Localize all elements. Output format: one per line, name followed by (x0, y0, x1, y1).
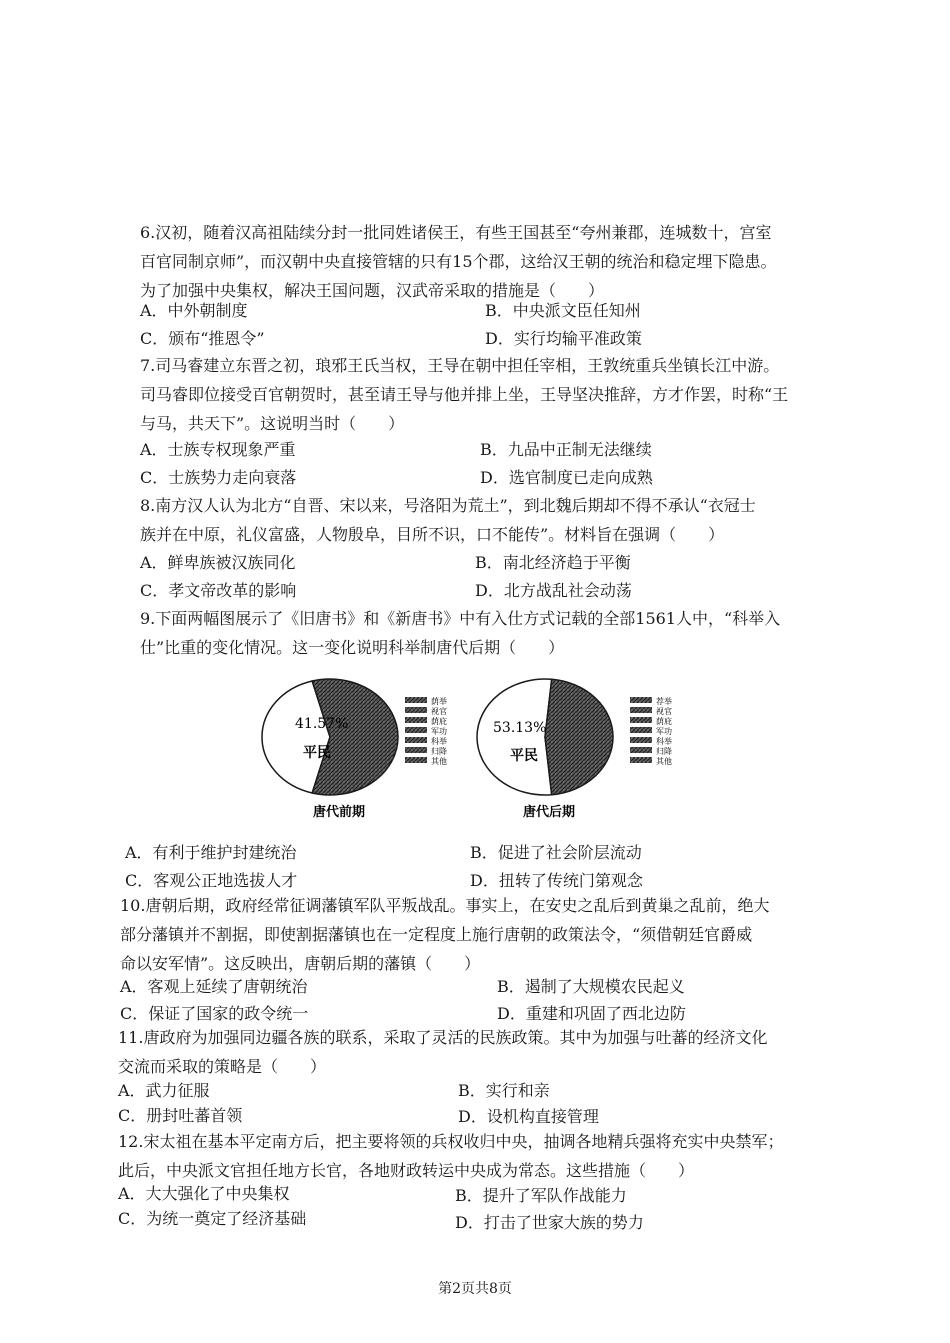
question-line: 交流而采取的策略是（ ） (118, 1057, 327, 1076)
legend-swatch (630, 737, 652, 743)
question-line: 部分藩镇并不割据，即使割据藩镇也在一定程度上施行唐朝的政策法令，“须借朝廷官爵威 (120, 925, 753, 944)
option-c[interactable]: C．客观公正地选拔人才 (125, 871, 298, 890)
question-line: 族并在中原，礼仪富盛，人物殷阜，目所不识，口不能传”。材料旨在强调（ ） (140, 525, 725, 544)
legend-label: 其他 (656, 757, 672, 766)
option-b[interactable]: B．实行和亲 (458, 1081, 550, 1100)
option-b[interactable]: B．提升了军队作战能力 (455, 1186, 627, 1205)
question-12 (118, 1127, 840, 1185)
question-line: 与马，共天下”。这说明当时（ ） (140, 414, 405, 433)
pie-slice-other (545, 679, 613, 794)
chart-title: 唐代前期 (313, 805, 366, 820)
legend-label: 军功 (656, 727, 672, 736)
option-a[interactable]: A．鲜卑族被汉族同化 (140, 553, 296, 572)
pie-charts (255, 665, 695, 830)
legend-swatch (630, 727, 652, 733)
option-d[interactable]: D．打击了世家大族的势力 (455, 1213, 644, 1232)
pie-value-label: 53.13% (493, 720, 547, 736)
pie-slice-commoner (477, 679, 552, 795)
legend-label: 视官 (656, 707, 672, 716)
legend-swatch (630, 757, 652, 763)
option-b[interactable]: B．遏制了大规模农民起义 (497, 977, 685, 996)
option-c[interactable]: C．保证了国家的政令统一 (120, 1004, 309, 1023)
option-c[interactable]: C．士族势力走向衰落 (140, 468, 297, 487)
legend-label: 荫举 (431, 697, 447, 706)
pie-center-label: 平民 (303, 745, 331, 761)
legend-label: 归降 (431, 747, 447, 756)
legend-swatch (630, 697, 652, 703)
pie-value-label: 41.57% (295, 716, 349, 732)
legend-label: 荐举 (656, 697, 672, 706)
question-7 (140, 351, 840, 438)
pie-charts-svg (255, 665, 695, 830)
legend-swatch (405, 757, 427, 763)
legend-swatch (630, 707, 652, 713)
legend-swatch (630, 747, 652, 753)
question-10 (120, 891, 840, 978)
legend-label: 其他 (431, 757, 447, 766)
pie-chart-late (477, 679, 672, 820)
option-c[interactable]: C．为统一奠定了经济基础 (118, 1209, 307, 1228)
pie-center-label: 平民 (510, 748, 538, 764)
option-d[interactable]: D．设机构直接管理 (458, 1107, 599, 1126)
legend-swatch (405, 747, 427, 753)
question-9 (140, 604, 840, 662)
legend-label: 视官 (431, 707, 447, 716)
option-d[interactable]: D．扭转了传统门第观念 (470, 871, 643, 890)
option-d[interactable]: D．北方战乱社会动荡 (475, 581, 632, 600)
pie-chart-early (262, 679, 447, 820)
legend (405, 696, 447, 766)
question-line: 此后，中央派文官担任地方长官，各地财政转运中央成为常态。这些措施（ ） (118, 1161, 695, 1180)
question-line: 百官同制京师”，而汉朝中央直接管辖的只有15个郡，这给汉王朝的统治和稳定埋下隐患。 (140, 252, 777, 271)
question-line: 司马睿即位接受百官朝贺时，甚至请王导与他并排上坐，王导坚决推辞，方才作罢，时称“王 (140, 385, 789, 404)
page-footer: 第2页共8页 (438, 1281, 512, 1297)
question-line: 为了加强中央集权，解决王国问题，汉武帝采取的措施是（ ） (140, 281, 605, 300)
legend-label: 荫庇 (656, 717, 672, 726)
option-c[interactable]: C．颁布“推恩令” (140, 329, 265, 348)
question-line: 命以安军情”。这反映出，唐朝后期的藩镇（ ） (120, 954, 481, 973)
option-a[interactable]: A．客观上延续了唐朝统治 (120, 977, 308, 996)
option-b[interactable]: B．九品中正制无法继续 (480, 440, 652, 459)
question-11 (118, 1023, 840, 1081)
question-line: 8.南方汉人认为北方“自晋、宋以来，号洛阳为荒土”，到北魏后期却不得不承认“衣冠士 (140, 496, 756, 515)
legend (630, 696, 672, 766)
option-c[interactable]: C．册封吐蕃首领 (118, 1106, 243, 1125)
legend-swatch (405, 697, 427, 703)
question-line: 9.下面两幅图展示了《旧唐书》和《新唐书》中有入仕方式记载的全部1561人中，“科举入 (140, 609, 781, 628)
option-a[interactable]: A．武力征服 (118, 1081, 210, 1100)
legend-label: 科举 (431, 737, 447, 746)
option-a[interactable]: A．有利于维护封建统治 (125, 843, 297, 862)
question-line: 11.唐政府为加强同边疆各族的联系，采取了灵活的民族政策。其中为加强与吐蕃的经济文化 (118, 1028, 768, 1047)
question-line: 10.唐朝后期，政府经常征调藩镇军队平叛战乱。事实上，在安史之乱后到黄巢之乱前，绝大 (120, 896, 770, 915)
chart-title: 唐代后期 (523, 805, 576, 820)
legend-swatch (405, 707, 427, 713)
question-8 (140, 491, 840, 549)
option-a[interactable]: A．士族专权现象严重 (140, 440, 296, 459)
option-d[interactable]: D．重建和巩固了西北边防 (497, 1004, 686, 1023)
option-b[interactable]: B．南北经济趋于平衡 (475, 553, 631, 572)
option-b[interactable]: B．促进了社会阶层流动 (470, 843, 642, 862)
legend-swatch (405, 737, 427, 743)
question-line: 7.司马睿建立东晋之初，琅邪王氏当权，王导在朝中担任宰相，王敦统重兵坐镇长江中游。 (140, 356, 780, 375)
option-b[interactable]: B．中央派文臣任知州 (485, 301, 641, 320)
legend-label: 科举 (656, 737, 672, 746)
option-d[interactable]: D．实行均输平准政策 (485, 329, 642, 348)
legend-swatch (405, 727, 427, 733)
option-d[interactable]: D．选官制度已走向成熟 (480, 468, 653, 487)
question-line: 6.汉初，随着汉高祖陆续分封一批同姓诸侯王，有些王国甚至“夸州兼郡，连城数十，宫室 (140, 223, 772, 242)
question-line: 仕”比重的变化情况。这一变化说明科举制唐代后期（ ） (140, 638, 565, 657)
legend-label: 荫庇 (431, 717, 447, 726)
legend-swatch (405, 717, 427, 723)
legend-swatch (630, 717, 652, 723)
option-c[interactable]: C．孝文帝改革的影响 (140, 581, 297, 600)
question-6 (140, 218, 840, 305)
option-a[interactable]: A．中外朝制度 (140, 301, 248, 320)
legend-label: 军功 (431, 727, 447, 736)
question-line: 12.宋太祖在基本平定南方后，把主要将领的兵权收归中央，抽调各地精兵强将充实中央禁军； (118, 1132, 784, 1151)
option-a[interactable]: A．大大强化了中央集权 (118, 1184, 290, 1203)
legend-label: 归降 (656, 747, 672, 756)
